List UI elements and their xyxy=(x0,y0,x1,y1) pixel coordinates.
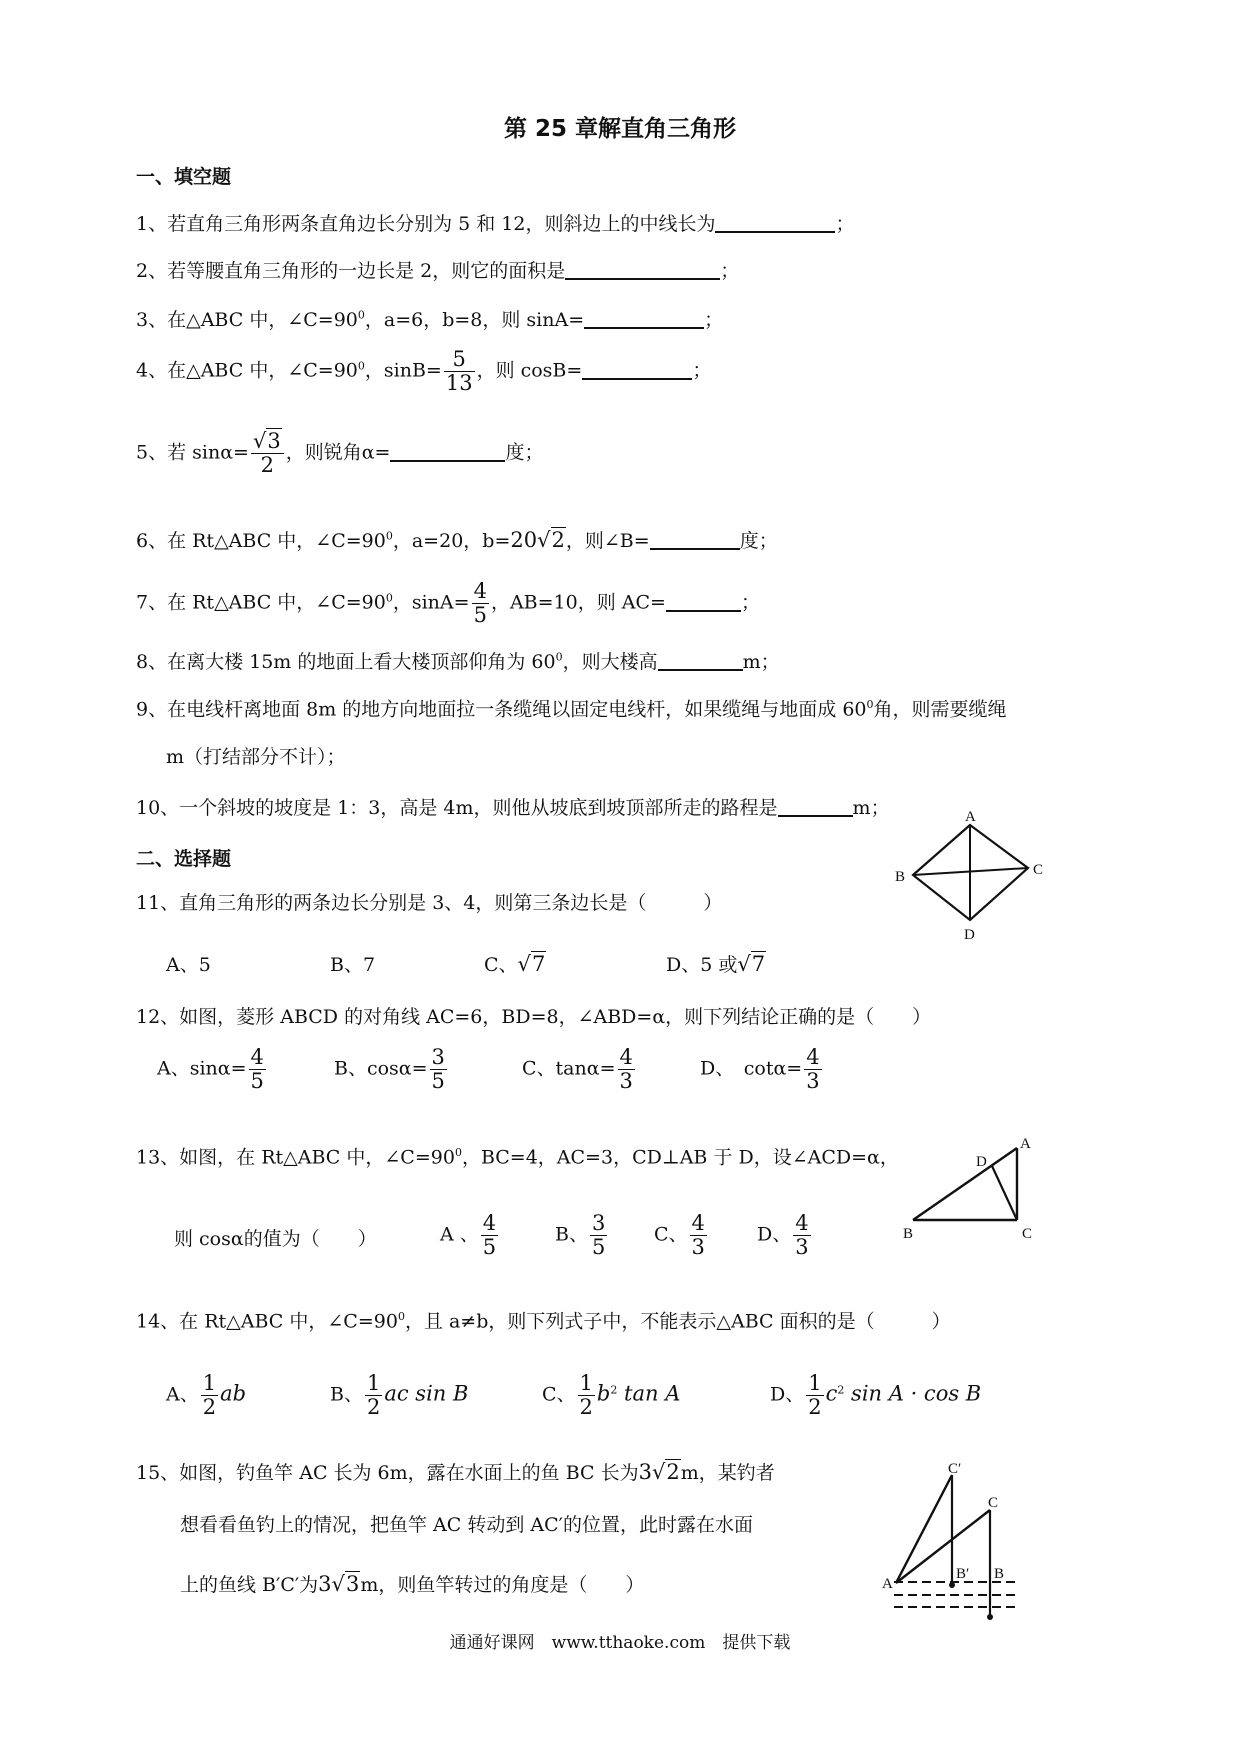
coefficient: 3 xyxy=(638,1460,652,1484)
denominator: 2 xyxy=(808,1395,822,1420)
right-triangle-figure xyxy=(900,1136,1050,1242)
vertex-label-b: B xyxy=(895,869,906,885)
question-punct: ； xyxy=(720,260,740,282)
answer-blank[interactable] xyxy=(658,650,743,671)
exponent: 2 xyxy=(610,1383,618,1397)
point-label-c-prime: C′ xyxy=(948,1461,962,1477)
section-multiple-choice: 二、选择题 xyxy=(136,848,232,870)
denominator: 2 xyxy=(202,1395,217,1420)
question-punct: ； xyxy=(692,359,712,382)
question-text: 1、若直角三角形两条直角边长分别为 5 和 12，则斜边上的中线长为 xyxy=(136,213,716,235)
degree-mark: 0 xyxy=(357,359,365,373)
question-text: 角，则需要缆绳 xyxy=(873,698,1007,721)
question-punct: ； xyxy=(835,213,855,235)
question-text: ，BC=4，AC=3，CD⊥AB 于 D，设∠ACD=α， xyxy=(461,1146,899,1169)
option-b[interactable] xyxy=(334,1046,449,1093)
degree-mark: 0 xyxy=(385,591,393,605)
answer-blank[interactable] xyxy=(565,259,720,280)
fraction xyxy=(590,1212,607,1259)
expression: b xyxy=(596,1381,611,1406)
option-c[interactable] xyxy=(484,950,546,977)
expression: sin A · cos B xyxy=(844,1381,982,1406)
denominator: 2 xyxy=(251,453,284,477)
denominator: 5 xyxy=(482,1235,497,1260)
question-punct: m； xyxy=(742,651,780,673)
denominator: 5 xyxy=(473,603,487,628)
question-2 xyxy=(136,259,739,283)
fraction xyxy=(793,1212,810,1259)
answer-blank[interactable] xyxy=(666,591,741,612)
fraction xyxy=(472,580,489,627)
question-text: m，则鱼竿转过的角度是（ ） xyxy=(360,1574,645,1596)
question-6 xyxy=(136,528,778,553)
numerator: 4 xyxy=(473,579,487,603)
question-11: 11、直角三角形的两条边长分别是 3、4，则第三条边长是（ ） xyxy=(136,892,723,914)
question-text: ，AB=10，则 AC= xyxy=(490,591,666,614)
question-7 xyxy=(136,580,760,627)
question-15-line-2: 想看看鱼钓上的情况，把鱼竿 AC 转动到 AC′的位置，此时露在水面 xyxy=(180,1514,753,1536)
option-d[interactable] xyxy=(757,1212,813,1259)
question-text: ，且 a≠b，则下列式子中，不能表示△ABC 面积的是（ ） xyxy=(404,1310,951,1333)
fraction xyxy=(578,1372,595,1419)
fraction xyxy=(806,1372,823,1419)
vertex-label-a: A xyxy=(1020,1136,1031,1152)
option-a[interactable] xyxy=(157,1046,268,1093)
question-text: ，则锐角α= xyxy=(285,441,391,464)
option-label: C、 xyxy=(654,1223,688,1246)
radical-expression: 20√2 xyxy=(510,528,565,552)
option-a[interactable] xyxy=(166,1372,246,1419)
question-3 xyxy=(136,308,723,332)
answer-blank[interactable] xyxy=(582,359,692,380)
denominator: 3 xyxy=(806,1069,820,1094)
denominator: 2 xyxy=(579,1395,593,1420)
answer-blank[interactable] xyxy=(778,796,853,817)
question-text: m，某钓者 xyxy=(680,1462,775,1484)
numerator: 5 xyxy=(452,347,466,371)
option-label: C、 xyxy=(484,954,518,976)
point-label-c: C xyxy=(988,1495,999,1511)
exponent: 2 xyxy=(837,1383,845,1397)
numerator: 1 xyxy=(579,1371,593,1395)
denominator: 5 xyxy=(591,1235,606,1260)
page-title: 第 25 章解直角三角形 xyxy=(503,116,737,142)
radical-expression: 3√2 xyxy=(638,1460,680,1484)
numerator: 3 xyxy=(431,1045,445,1069)
question-15-line-3 xyxy=(180,1572,644,1597)
numerator: 1 xyxy=(366,1371,381,1395)
denominator: 5 xyxy=(250,1069,264,1094)
numerator: 3 xyxy=(591,1211,606,1235)
numerator: 4 xyxy=(806,1045,820,1069)
point-label-b-prime: B′ xyxy=(956,1566,970,1582)
rhombus-figure xyxy=(890,809,1050,945)
question-5 xyxy=(136,430,544,477)
fraction xyxy=(481,1212,498,1259)
denominator: 3 xyxy=(619,1069,633,1094)
expression: tan A xyxy=(617,1381,681,1406)
question-text: ，则∠B= xyxy=(565,530,650,552)
degree-mark: 0 xyxy=(866,698,874,711)
question-14 xyxy=(136,1310,951,1333)
question-text: 15、如图，钓鱼竿 AC 长为 6m，露在水面上的鱼 BC 长为 xyxy=(136,1462,639,1484)
numerator: 4 xyxy=(795,1211,809,1235)
answer-blank[interactable] xyxy=(650,529,740,550)
question-text: 6、在 Rt△ABC 中，∠C=90 xyxy=(136,530,386,552)
question-punct: 度； xyxy=(739,530,778,552)
question-9 xyxy=(136,698,1007,721)
option-d[interactable] xyxy=(666,950,766,977)
option-c[interactable] xyxy=(542,1372,680,1419)
radical-expression: 3√3 xyxy=(318,1572,360,1596)
numerator: 4 xyxy=(482,1211,497,1235)
question-text: 14、在 Rt△ABC 中，∠C=90 xyxy=(136,1310,398,1333)
numerator: 4 xyxy=(250,1045,264,1069)
option-label: A 、 xyxy=(440,1223,479,1246)
degree-mark: 0 xyxy=(555,650,563,664)
degree-mark: 0 xyxy=(397,1310,405,1323)
question-1 xyxy=(136,212,855,236)
vertex-label-c: C xyxy=(1022,1226,1033,1242)
denominator: 13 xyxy=(445,371,473,396)
option-label: A、sinα= xyxy=(157,1057,247,1080)
radical-expression: √7 xyxy=(517,952,546,976)
question-punct: m； xyxy=(852,797,890,819)
fraction xyxy=(201,1372,218,1419)
question-punct: 度； xyxy=(505,441,544,464)
vertex-label-d: D xyxy=(976,1154,987,1170)
option-c[interactable] xyxy=(654,1212,709,1259)
degree-mark: 0 xyxy=(385,529,393,543)
question-text: ，a=6，b=8，则 sinA= xyxy=(364,309,585,331)
question-text: ，则大楼高 xyxy=(562,651,658,673)
option-b[interactable] xyxy=(330,1372,468,1419)
option-label: C、tanα= xyxy=(522,1057,616,1080)
answer-blank[interactable] xyxy=(584,308,704,329)
option-b[interactable] xyxy=(555,1212,609,1259)
radical-expression: √7 xyxy=(737,952,766,976)
expression: c xyxy=(825,1381,838,1406)
denominator: 5 xyxy=(431,1069,445,1094)
fraction xyxy=(444,348,475,395)
question-4 xyxy=(136,348,711,395)
denominator: 3 xyxy=(795,1235,809,1260)
section-fill-blank: 一、填空题 xyxy=(136,166,232,188)
numerator: 4 xyxy=(619,1045,633,1069)
denominator: 2 xyxy=(366,1395,381,1420)
point-label-b: B xyxy=(994,1566,1005,1582)
option-label: B、cosα= xyxy=(334,1057,428,1080)
fraction xyxy=(251,430,284,477)
option-d[interactable] xyxy=(700,1046,824,1093)
radicand: 7 xyxy=(751,952,766,976)
answer-blank[interactable] xyxy=(715,212,835,233)
question-punct: ； xyxy=(704,309,724,331)
numerator: √3 xyxy=(252,429,281,453)
degree-mark: 0 xyxy=(357,308,365,322)
vertex-label-c: C xyxy=(1033,862,1044,878)
point-label-a: A xyxy=(882,1576,893,1592)
question-text: ，a=20，b= xyxy=(392,530,511,552)
option-label: D、 xyxy=(757,1223,792,1246)
question-13-line-2: 则 cosα的值为（ ） xyxy=(174,1228,377,1250)
numerator: 1 xyxy=(808,1371,822,1395)
question-text: ，sinB= xyxy=(364,359,442,382)
option-b[interactable]: B、7 xyxy=(330,954,376,976)
question-text: 上的鱼线 B′C′为 xyxy=(180,1574,319,1596)
denominator: 3 xyxy=(691,1235,705,1260)
option-label: B、 xyxy=(330,1383,363,1406)
numerator: 1 xyxy=(202,1371,217,1395)
fraction xyxy=(430,1046,447,1093)
vertex-label-b: B xyxy=(903,1226,914,1242)
option-label: B、 xyxy=(555,1223,588,1246)
question-15 xyxy=(136,1460,775,1485)
radicand: 3 xyxy=(267,429,281,453)
question-text: ，则 cosB= xyxy=(476,359,583,382)
fishing-rod-figure xyxy=(880,1461,1030,1625)
fraction xyxy=(249,1046,266,1093)
radicand: 3 xyxy=(345,1572,360,1596)
radicand: 2 xyxy=(551,528,565,552)
option-label: D、 xyxy=(770,1383,805,1406)
degree-mark: 0 xyxy=(454,1146,462,1159)
question-text: 9、在电线杆离地面 8m 的地方向地面拉一条缆绳以固定电线杆，如果缆绳与地面成 60 xyxy=(136,698,867,721)
option-a[interactable] xyxy=(440,1212,500,1259)
question-10 xyxy=(136,796,890,820)
fraction xyxy=(618,1046,635,1093)
question-text: 2、若等腰直角三角形的一边长是 2，则它的面积是 xyxy=(136,260,566,282)
option-label: C、 xyxy=(542,1383,576,1406)
question-13 xyxy=(136,1146,899,1169)
question-8 xyxy=(136,650,780,674)
radicand: 2 xyxy=(666,1460,680,1484)
option-d[interactable] xyxy=(770,1372,981,1419)
question-text: 10、一个斜坡的坡度是 1：3，高是 4m，则他从坡底到坡顶部所走的路程是 xyxy=(136,797,778,819)
question-text: 3、在△ABC 中，∠C=90 xyxy=(136,309,358,331)
option-c[interactable] xyxy=(522,1046,637,1093)
expression: ac sin B xyxy=(384,1381,469,1406)
option-label: D、 cotα= xyxy=(700,1057,803,1080)
option-label: D、5 或 xyxy=(666,954,738,976)
coefficient: 3 xyxy=(318,1572,332,1596)
numerator: 4 xyxy=(691,1211,705,1235)
answer-blank[interactable] xyxy=(390,441,505,462)
option-a[interactable]: A、5 xyxy=(166,954,211,976)
radicand: 7 xyxy=(531,952,546,976)
fraction xyxy=(804,1046,821,1093)
question-text: 5、若 sinα= xyxy=(136,441,249,464)
question-text: ，sinA= xyxy=(392,591,470,614)
expression: ab xyxy=(220,1381,247,1406)
question-text: 7、在 Rt△ABC 中，∠C=90 xyxy=(136,591,386,614)
question-text: 8、在离大楼 15m 的地面上看大楼顶部仰角为 60 xyxy=(136,651,556,673)
fraction xyxy=(690,1212,707,1259)
fraction xyxy=(365,1372,382,1419)
vertex-label-d: D xyxy=(964,927,975,943)
coefficient: 20 xyxy=(510,528,538,552)
question-punct: ； xyxy=(740,591,760,614)
vertex-label-a: A xyxy=(965,809,976,825)
question-12: 12、如图，菱形 ABCD 的对角线 AC=6，BD=8，∠ABD=α，则下列结论正确的是（ ） xyxy=(136,1006,932,1028)
question-text: 13、如图，在 Rt△ABC 中，∠C=90 xyxy=(136,1146,455,1169)
question-text: 4、在△ABC 中，∠C=90 xyxy=(136,359,358,382)
question-9-line-2: m（打结部分不计）； xyxy=(166,746,346,768)
footer-credit: 通通好课网 www.tthaoke.com 提供下载 xyxy=(449,1633,791,1653)
option-label: A、 xyxy=(166,1383,199,1406)
